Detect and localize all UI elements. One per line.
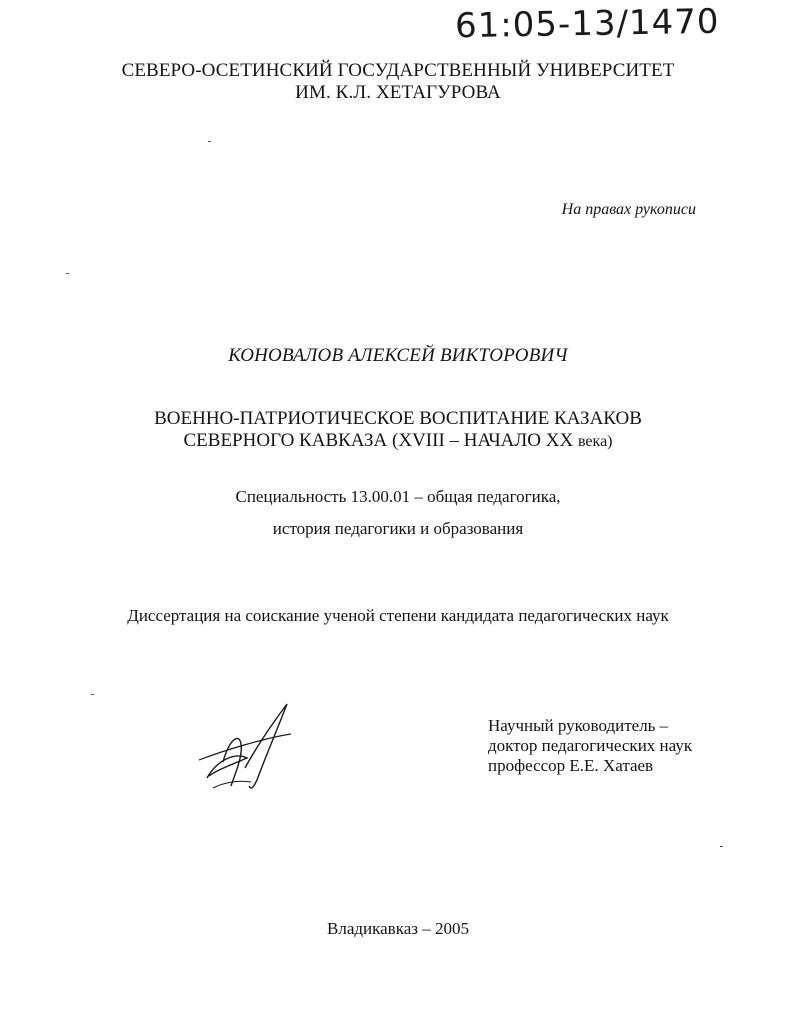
scan-speck <box>720 846 723 847</box>
scan-speck <box>66 273 69 274</box>
dissertation-degree: Диссертация на соискание ученой степени кандидата педагогических наук <box>127 606 669 625</box>
dissertation-title <box>0 408 796 453</box>
signature-image <box>195 700 305 795</box>
author-name: КОНОВАЛОВ АЛЕКСЕЙ ВИКТОРОВИЧ <box>228 345 568 366</box>
title-line-1: ВОЕННО-ПАТРИОТИЧЕСКОЕ ВОСПИТАНИЕ КАЗАКОВ <box>154 408 642 429</box>
advisor-line-2: доктор педагогических наук <box>488 736 693 755</box>
university-line-2: ИМ. К.Л. ХЕТАГУРОВА <box>295 82 501 103</box>
scientific-advisor <box>488 716 692 776</box>
archive-number-handwritten: 61:05-13/1470 <box>454 1 720 47</box>
title-line-2-suffix: века) <box>577 433 613 450</box>
advisor-line-3: профессор Е.Е. Хатаев <box>488 756 654 775</box>
title-line-2 <box>0 430 796 453</box>
advisor-line-1: Научный руководитель – <box>488 716 669 735</box>
title-line-2-main: СЕВЕРНОГО КАВКАЗА (XVIII – НАЧАЛО XX <box>183 430 574 451</box>
specialty-line-1: Специальность 13.00.01 – общая педагогика, <box>235 487 561 506</box>
specialty-line-2: история педагогики и образования <box>272 519 524 538</box>
university-name <box>0 60 796 104</box>
scan-speck <box>208 141 211 142</box>
city-year: Владикавказ – 2005 <box>327 919 469 938</box>
university-line-1: СЕВЕРО-ОСЕТИНСКИЙ ГОСУДАРСТВЕННЫЙ УНИВЕРСИТЕТ <box>121 60 675 81</box>
manuscript-rights: На правах рукописи <box>561 201 696 218</box>
scan-speck <box>91 694 94 695</box>
